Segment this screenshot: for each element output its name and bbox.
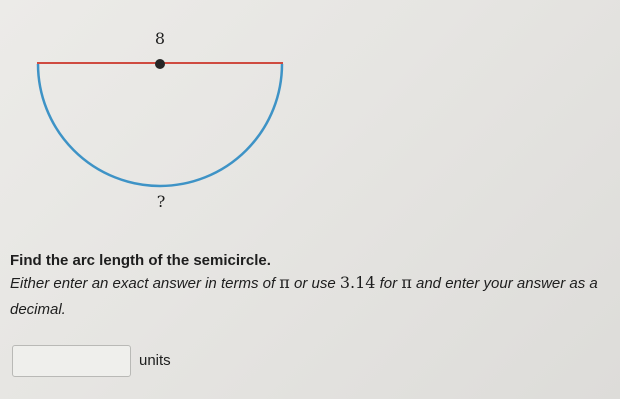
instructions-part-3: for [375, 275, 402, 292]
pi-symbol: π [401, 273, 412, 292]
diameter-label: 8 [154, 29, 166, 48]
pi-approximation: 3.14 [339, 273, 376, 292]
answer-row [12, 345, 171, 377]
pi-symbol: π [279, 273, 290, 292]
question-title: Find the arc length of the semicircle. [10, 252, 271, 269]
semicircle-arc [38, 64, 282, 186]
arc-length-label: ? [156, 192, 166, 211]
instructions-part-1: Either enter an exact answer in terms of [10, 275, 280, 292]
center-point [155, 59, 165, 69]
instructions-part-2: or use [289, 275, 340, 292]
instructions-text [10, 270, 615, 323]
answer-input[interactable] [12, 345, 131, 377]
units-label: units [139, 351, 171, 369]
instructions-part-4: and enter your answer as a decimal. [10, 275, 598, 318]
